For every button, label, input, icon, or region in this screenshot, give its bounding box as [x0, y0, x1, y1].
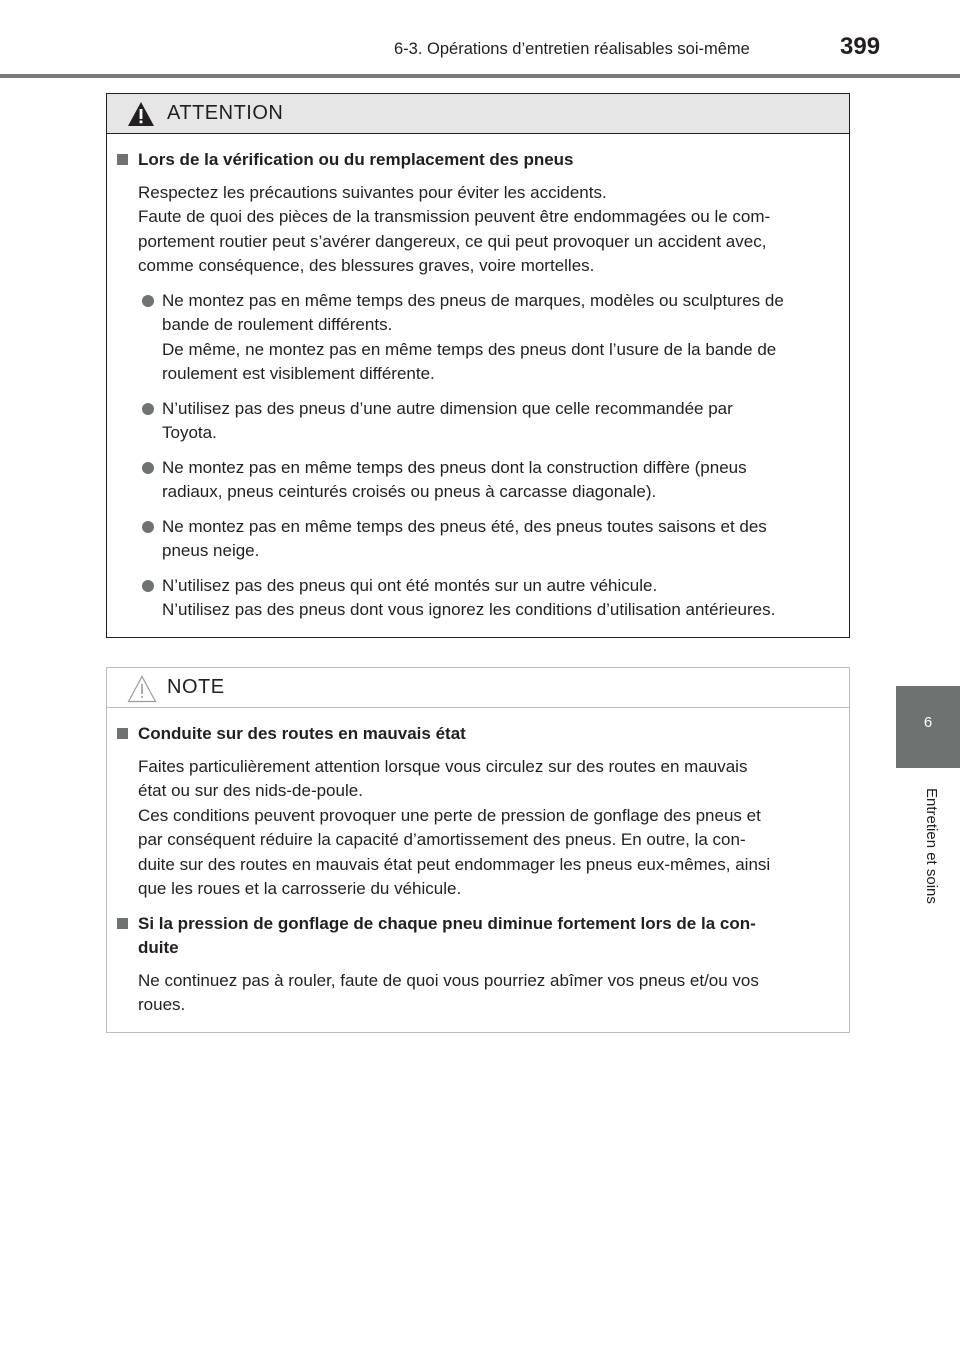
chapter-number: 6: [923, 714, 933, 731]
attention-header: [107, 94, 849, 134]
attention-heading: Lors de la vérification ou du remplacement des pneus: [117, 148, 841, 173]
square-bullet-icon: [117, 154, 128, 165]
note-content: [107, 708, 849, 1018]
list-item: N’utilisez pas des pneus qui ont été montés sur un autre véhicule. N’utilisez pas des pneus dont vous ignorez les conditions d’utilisation antérieures.: [117, 574, 841, 623]
attention-title: ATTENTION: [167, 102, 284, 124]
list-item: Ne montez pas en même temps des pneus de marques, modèles ou sculptures de bande de roulement différents. De même, ne montez pas en même temps des pneus dont l’usure de la bande de roulement est visiblement différente.: [117, 289, 841, 387]
attention-content: [107, 134, 849, 623]
square-bullet-icon: [117, 918, 128, 929]
circle-bullet-icon: [142, 462, 154, 474]
list-item: N’utilisez pas des pneus d’une autre dimension que celle recommandée par Toyota.: [117, 397, 841, 446]
note-paragraph: Faites particulièrement attention lorsque vous circulez sur des routes en mauvais état ou sur des nids-de-poule. Ces conditions peuvent provoquer une perte de pression de gonflage des pneus et par conséquent réduire la capacité d’amortissement des pneus. En outre, la con- duite sur des routes en mauvais état peut endommager les pneus eux-mêmes, ainsi que les roues et la carrosserie du véhicule.: [138, 756, 771, 898]
circle-bullet-icon: [142, 295, 154, 307]
square-bullet-icon: [117, 728, 128, 739]
note-heading: Si la pression de gonflage de chaque pneu diminue fortement lors de la con- duite: [117, 912, 841, 961]
page-number: 399: [840, 33, 881, 60]
circle-bullet-icon: [142, 580, 154, 592]
note-box: [106, 667, 850, 1033]
note-heading: Conduite sur des routes en mauvais état: [117, 722, 841, 747]
warning-triangle-outline-icon: [127, 675, 157, 708]
circle-bullet-icon: [142, 521, 154, 533]
chapter-label: Entretien et soins: [923, 788, 940, 904]
note-paragraph: Ne continuez pas à rouler, faute de quoi vous pourriez abîmer vos pneus et/ou vos roues.: [138, 970, 759, 1014]
attention-intro: Respectez les précautions suivantes pour éviter les accidents. Faute de quoi des pièces de la transmission peuvent être endommagées ou le com- portement routier peut s’avérer dangereux, ce qui peut provoquer un accident avec, comme conséquence, des blessures graves, voire mortelles.: [138, 182, 771, 275]
section-title: 6-3. Opérations d’entretien réalisables soi-même: [394, 40, 750, 58]
list-item: Ne montez pas en même temps des pneus été, des pneus toutes saisons et des pneus neige.: [117, 515, 841, 564]
header-rule: [0, 74, 960, 78]
attention-box: [106, 93, 850, 638]
list-item: Ne montez pas en même temps des pneus dont la construction diffère (pneus radiaux, pneus ceinturés croisés ou pneus à carcasse diagonale).: [117, 456, 841, 505]
note-title: NOTE: [167, 676, 225, 698]
warning-triangle-filled-icon: [127, 101, 155, 132]
circle-bullet-icon: [142, 403, 154, 415]
note-header: [107, 668, 849, 708]
